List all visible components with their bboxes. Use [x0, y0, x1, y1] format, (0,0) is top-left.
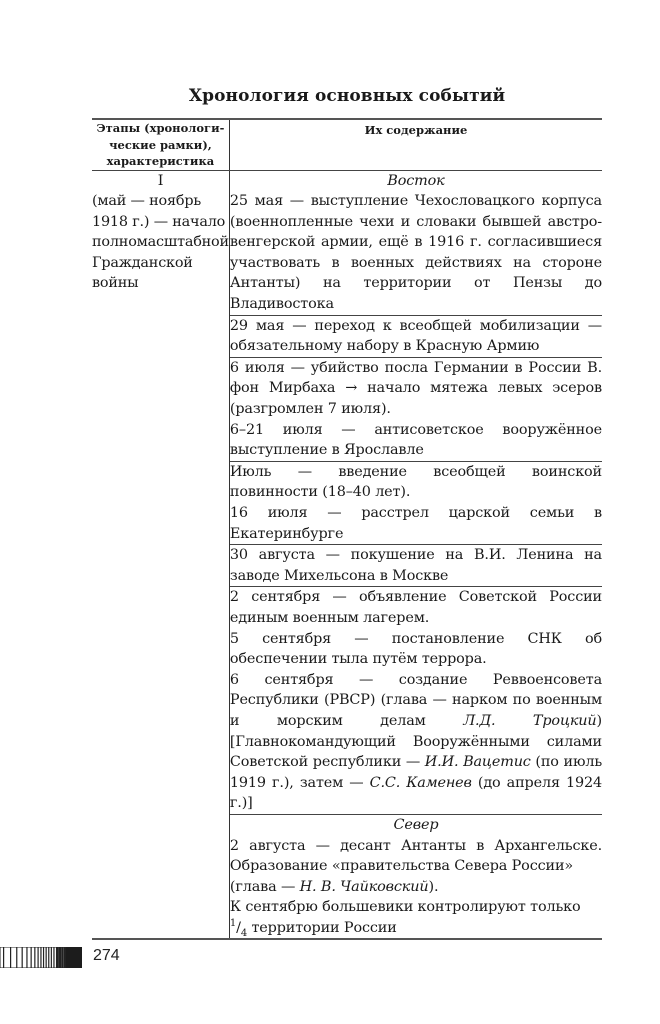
fraction: $^1/_4$	[229, 918, 248, 939]
text-fragment: (до апреля 1924 г.)]	[229, 774, 602, 812]
header-stages	[92, 119, 229, 170]
text-fragment: территории России	[247, 919, 397, 936]
text-fragment: 6 сентября — создание Реввоенсовета Республики (РВСР) (глава — нарком по военным и морским делам	[229, 671, 602, 729]
region-label: Север	[393, 816, 439, 833]
stage-cell	[92, 170, 229, 939]
event-cell	[229, 357, 602, 461]
text-fragment: ) [Главнокомандующий Вооружёнными силами Советской республики —	[229, 712, 602, 771]
bar-solid-end	[66, 947, 82, 968]
bar-line	[56, 947, 59, 968]
page-marker-bar-icon	[0, 947, 82, 968]
header-stages-line: характеристика	[106, 154, 215, 168]
event-text-rvsr	[230, 670, 602, 814]
event-text: 29 мая — переход к всеобщей мобилизации — обязательному набору в Красную Армию	[229, 317, 602, 355]
event-text: К сентябрю большевики контролируют только	[229, 899, 581, 916]
header-content: Их содержание	[229, 119, 602, 170]
page-title: Хронология основных событий	[188, 86, 506, 106]
bar-line	[10, 947, 11, 968]
bar-line	[3, 947, 4, 968]
event-text: 5 сентября — постановление СНК об обеспечении тыла путём террора.	[229, 630, 602, 668]
stage-description: (май — ноябрь 1918 г.) — начало полномасштабной Гражданской войны	[92, 193, 229, 292]
stage-number: I	[157, 172, 164, 189]
bar-line	[22, 947, 23, 968]
header-stages-line: ческие рамки),	[109, 137, 212, 152]
table-row	[92, 170, 602, 315]
fraction-denominator: 4	[240, 927, 248, 939]
bar-line	[40, 947, 41, 968]
event-cell	[229, 170, 602, 315]
table-header-row	[92, 119, 602, 170]
bar-line	[26, 947, 27, 968]
bar-line	[16, 947, 17, 968]
bar-line	[48, 947, 49, 968]
event-text: 2 августа — десант Антанты в Архангельске. Образование «правительства Севера России»	[229, 837, 602, 875]
event-cell	[229, 587, 602, 815]
bar-line	[64, 947, 67, 968]
text-fragment: (по июль 1919 г.), затем —	[229, 754, 602, 791]
event-text: 2 сентября — объявление Советской России единым военным лагерем.	[229, 589, 602, 626]
event-cell	[229, 315, 602, 357]
event-text	[230, 918, 602, 939]
bar-line	[46, 947, 47, 968]
text-fragment: ).	[428, 878, 439, 895]
bar-line	[59, 947, 62, 968]
event-text: 25 мая — выступление Чехословацкого корпуса (военнопленные чехи и словаки бывшей австро-венгерской армии, ещё в 1916 г. согласившиеся участвовать в военных действиях на стороне Антанты) на территории от Пензы до Владивостока	[229, 193, 602, 313]
chronology-table	[92, 118, 602, 940]
event-cell	[229, 814, 602, 939]
bar-line	[51, 947, 52, 968]
bar-line	[37, 947, 38, 968]
event-text: 6 июля — убийство посла Германии в России В. фон Мирбаха → начало мятежа левых эсеров (разгромлен 7 июля).	[229, 359, 602, 418]
event-cell	[229, 545, 602, 587]
event-text: 16 июля — расстрел царской семьи в Екатеринбурге	[229, 505, 602, 542]
page-number: 274	[93, 947, 120, 964]
event-text	[230, 877, 602, 898]
event-text: 6–21 июля — антисоветское вооружённое выступление в Ярославле	[229, 421, 602, 459]
bar-line	[53, 947, 54, 968]
person-name: С.С. Каменев	[369, 774, 472, 791]
person-name: Н. В. Чайковский	[299, 878, 429, 895]
bar-line	[61, 947, 64, 968]
person-name: Л.Д. Троцкий	[463, 712, 597, 729]
event-text: 30 августа — покушение на В.И. Ленина на заводе Михельсона в Москве	[229, 547, 602, 584]
fraction-numerator: 1	[229, 918, 237, 930]
event-text: Июль — введение всеобщей воинской повинности (18–40 лет).	[229, 463, 602, 501]
text-fragment: (глава —	[229, 878, 300, 895]
header-stages-line: Этапы (хронологи-	[96, 121, 225, 135]
person-name: И.И. Вацетис	[424, 754, 531, 771]
bar-line	[34, 947, 35, 968]
region-label: Восток	[387, 172, 445, 189]
event-cell	[229, 461, 602, 544]
bar-line	[31, 947, 32, 968]
bar-line	[43, 947, 44, 968]
